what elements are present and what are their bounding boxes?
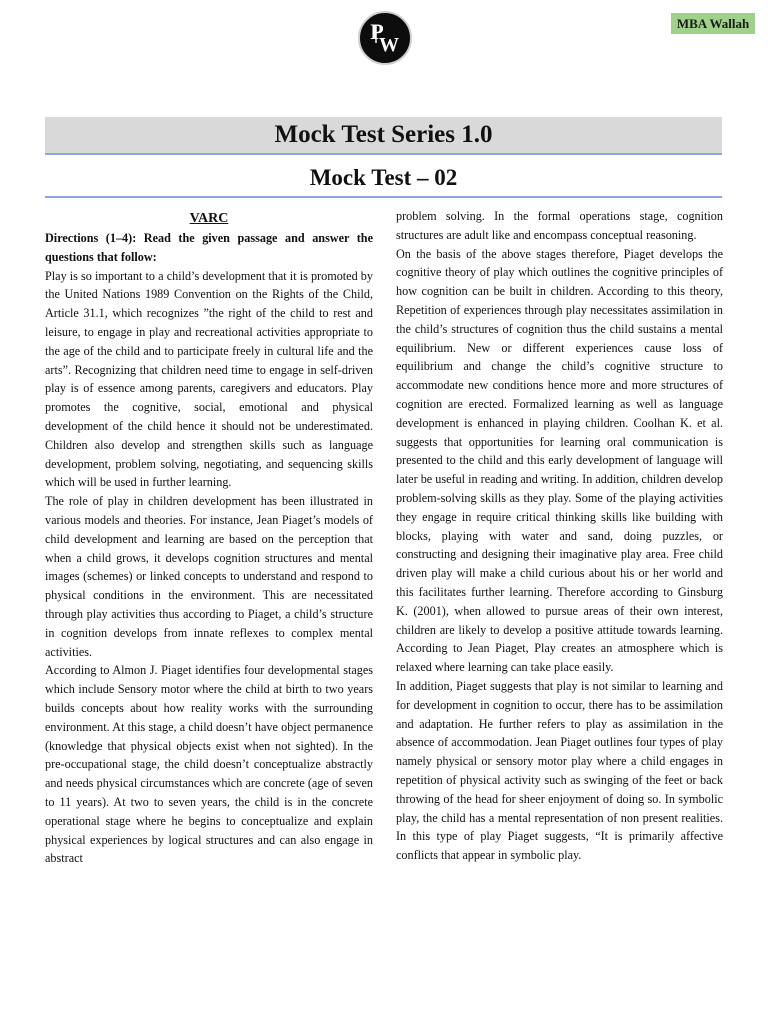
directions-text: Directions (1–4): Read the given passage and answer the questions that follow: [45,231,373,264]
test-title: Mock Test – 02 [45,160,722,198]
series-title: Mock Test Series 1.0 [45,117,722,155]
passage-paragraph: On the basis of the above stages therefore, Piaget develops the cognitive theory of play which outlines the cognitive principles of how cognition can be built in children. According to this theory, Repetition of experiences through play necessitates assimilation in the child’s structures of cognition thus the child sustains a mental equilibrium. New or different experiences cause loss of equilibrium and change the child’s cognitive structure to accommodate new conditions hence more and more structures of cognition are erected. Formalized learning as well as language development is enhanced in playing children. Coolhan K. et al. suggests that opportunities for learning oral communication is presented to the child and this early development of language will later be useful in reading and writing. In addition, children develop problem-solving skills as they play. Some of the playing activities they engage in require critical thinking skills like building with blocks, playing with water and sand, doing puzzles, or constructing and designing their imaginative play area. Free child driven play will make a child curious about his or her world and this facilitates further learning. Therefore according to Ginsburg K. (2001), when allowed to pursue areas of their own interest, children are likely to develop a positive attitude towards learning. According to Jean Piaget, Play creates an atmosphere which is relaxed where learning can take place easily. [396,246,723,675]
passage-paragraph: According to Almon J. Piaget identifies four developmental stages which include Sensory motor where the child at birth to two years builds concepts about how reality works with the surrounding environment. At this stage, a child doesn’t have object permanence (knowledge that physical objects exist when not sighted). In the pre-occupational stage, the child doesn’t conceptualize abstractly and needs physical circumstances which are concrete (age of seven to 11 years). At two to seven years, the child is in the concrete operational stage where he begins to conceptualize and explain physical experiences by logical structures and can also engage in abstract [45,663,373,866]
pw-logo-icon [358,11,412,65]
passage-paragraph: The role of play in children development has been illustrated in various models and theories. For instance, Jean Piaget’s models of child development and learning are based on the perception that when a child grows, it develops cognition structures and mental images (schemes) or linked concepts to understand and respond to physical conditions in the environment. This are necessitated through play activities thus according to Piaget, a child’s structure in cognition develops from innate reflexes to complex mental activities. [45,494,373,659]
pw-logo-p-glyph: P [370,19,384,44]
passage-paragraph: Play is so important to a child’s development that it is promoted by the United Nations 1989 Convention on the Rights of the Child, Article 31.1, which recognizes ”the right of the child to rest and leisure, to engage in play and recreational activities appropriate to the age of the child and to participate freely in cultural life and the arts”. Recognizing that children need time to engage in self-driven play is of essence among parents, caregivers and educators. Play promotes the cognitive, social, emotional and physical development of the child hence it should not be underestimated. Children also develop and strengthen skills such as language development, problem solving, negotiating, and sequencing skills which will be used in further learning. [45,268,373,490]
pw-logo-w-glyph: W [379,34,399,56]
brand-badge: MBA Wallah [671,13,755,34]
passage-paragraph: problem solving. In the formal operations stage, cognition structures are adult like and encompass conceptual reasoning. [396,209,723,242]
section-heading: VARC [189,211,229,226]
passage-paragraph: In addition, Piaget suggests that play is not similar to learning and for development in cognition to occur, there has to be assimilation and adaptation. He further refers to play as assimilation in the absence of accommodation. Jean Piaget outlines four types of play namely physical or sensory motor play where a child engages in repetition of physical activity such as swinging of the feet or back throwing of the head for sheer enjoyment of doing so. In symbolic play, the child has a mental representation of non present realities. In this type of play Piaget suggests, “It is primarily affective conflicts that appear in symbolic play. [396,678,723,863]
pw-logo-graphic [360,13,410,63]
right-column [396,207,723,865]
left-column [45,209,373,868]
